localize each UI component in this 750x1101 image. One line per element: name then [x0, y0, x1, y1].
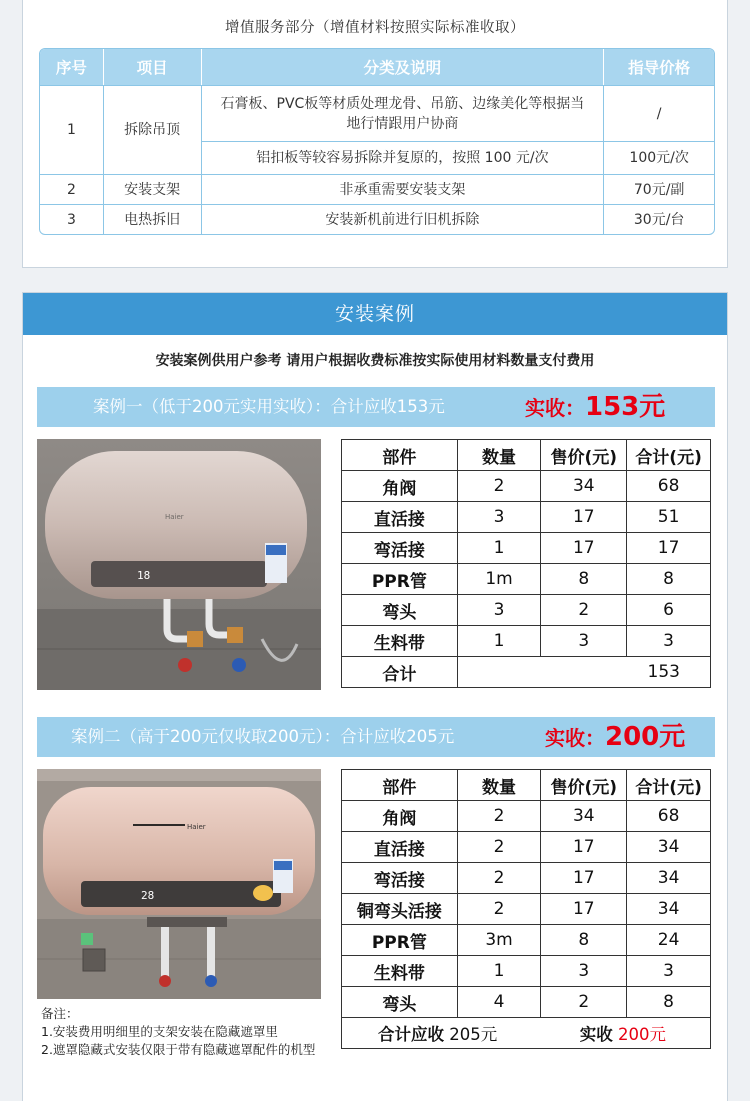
remarks-line-2: 2.遮罩隐藏式安装仅限于带有隐藏遮罩配件的机型	[41, 1042, 316, 1057]
case1-parts-table	[341, 439, 711, 688]
table-row	[342, 533, 711, 564]
part-total: 34	[627, 894, 711, 925]
case2-bar	[37, 717, 715, 757]
part-total: 17	[627, 533, 711, 564]
part-price: 34	[541, 471, 627, 502]
table-row	[342, 626, 711, 657]
part-qty: 4	[457, 987, 541, 1018]
svg-text:Haier: Haier	[165, 513, 184, 521]
case1-actual	[525, 387, 665, 428]
part-qty: 1	[457, 626, 541, 657]
case1-bar	[37, 387, 715, 427]
part-total: 34	[627, 863, 711, 894]
part-qty: 1m	[457, 564, 541, 595]
row-price: 100元/次	[604, 141, 714, 174]
table-row	[40, 204, 714, 234]
case2-summary	[342, 1018, 711, 1049]
row-price: 70元/副	[604, 174, 714, 204]
part-total: 6	[627, 595, 711, 626]
total-label: 合计应收	[378, 1025, 444, 1044]
case2-actual	[545, 717, 685, 758]
case2-parts-table	[341, 769, 711, 1049]
part-total: 24	[627, 925, 711, 956]
case1-table-header	[342, 440, 711, 471]
part-price: 2	[541, 987, 627, 1018]
part-name: 弯头	[342, 987, 458, 1018]
part-qty: 3	[457, 595, 541, 626]
remarks	[41, 1005, 327, 1059]
case1-water-heater-photo	[37, 439, 321, 690]
case1-bar-text: 案例一（低于200元实用实收）：合计应收153元	[93, 397, 445, 416]
row-no: 2	[40, 174, 104, 204]
value-added-service-card	[22, 0, 728, 268]
col-header-desc: 分类及说明	[202, 49, 605, 85]
part-name: 角阀	[342, 801, 458, 832]
table-row	[40, 85, 714, 141]
installation-cases-card	[22, 292, 728, 1101]
part-total: 34	[627, 832, 711, 863]
row-item: 拆除吊顶	[104, 85, 202, 174]
table-row	[342, 801, 711, 832]
total-row	[342, 657, 711, 688]
row-item: 电热拆旧	[104, 204, 202, 234]
table-row	[342, 595, 711, 626]
part-qty: 2	[457, 894, 541, 925]
part-price: 3	[541, 626, 627, 657]
part-qty: 2	[457, 832, 541, 863]
case2-table-header	[342, 770, 711, 801]
col-header-unit-price: 售价(元)	[541, 770, 627, 801]
case2-bar-text: 案例二（高于200元仅收取200元）：合计应收205元	[71, 727, 455, 746]
svg-text:Haier: Haier	[187, 823, 206, 831]
service-table	[39, 48, 715, 235]
part-total: 8	[627, 564, 711, 595]
part-name: 弯活接	[342, 863, 458, 894]
part-price: 3	[541, 956, 627, 987]
col-header-subtotal: 合计(元)	[627, 440, 711, 471]
row-item: 安装支架	[104, 174, 202, 204]
col-header-no: 序号	[40, 49, 104, 85]
total-row	[342, 1018, 711, 1049]
table-row	[342, 894, 711, 925]
table-row	[342, 832, 711, 863]
row-desc: 铝扣板等较容易拆除并复原的，按照 100 元/次	[202, 141, 605, 174]
part-name: 直活接	[342, 502, 458, 533]
col-header-part: 部件	[342, 770, 458, 801]
row-no: 1	[40, 85, 104, 174]
table-row	[342, 502, 711, 533]
part-price: 17	[541, 894, 627, 925]
part-qty: 1	[457, 956, 541, 987]
part-name: 直活接	[342, 832, 458, 863]
col-header-price: 指导价格	[604, 49, 714, 85]
actual-value: 200元	[618, 1025, 666, 1044]
case1-actual-value: 153元	[585, 392, 666, 422]
part-name: 铜弯头活接	[342, 894, 458, 925]
part-qty: 1	[457, 533, 541, 564]
part-price: 17	[541, 533, 627, 564]
part-name: 生料带	[342, 626, 458, 657]
part-name: PPR管	[342, 925, 458, 956]
part-price: 34	[541, 801, 627, 832]
part-total: 3	[627, 956, 711, 987]
service-title: 增值服务部分（增值材料按照实际标准收取）	[225, 20, 525, 36]
part-name: PPR管	[342, 564, 458, 595]
remarks-line-1: 1.安装费用明细里的支架安装在隐藏遮罩里	[41, 1024, 278, 1039]
case2-water-heater-photo	[37, 769, 321, 999]
total-label: 合计	[342, 657, 458, 688]
table-row	[342, 471, 711, 502]
row-desc	[202, 85, 605, 141]
col-header-qty: 数量	[457, 770, 541, 801]
part-name: 弯活接	[342, 533, 458, 564]
svg-text:28: 28	[141, 889, 155, 902]
col-header-part: 部件	[342, 440, 458, 471]
remarks-title: 备注：	[41, 1006, 79, 1021]
col-header-unit-price: 售价(元)	[541, 440, 627, 471]
row-desc: 非承重需要安装支架	[202, 174, 605, 204]
part-price: 17	[541, 832, 627, 863]
part-price: 8	[541, 564, 627, 595]
col-header-item: 项目	[104, 49, 202, 85]
case2-actual-label: 实收：	[545, 726, 605, 750]
part-price: 2	[541, 595, 627, 626]
case1-actual-label: 实收：	[525, 396, 585, 420]
part-total: 3	[627, 626, 711, 657]
part-price: 17	[541, 863, 627, 894]
table-row	[342, 987, 711, 1018]
table-row	[342, 925, 711, 956]
part-total: 68	[627, 471, 711, 502]
row-price: /	[604, 85, 714, 141]
part-total: 68	[627, 801, 711, 832]
case2-actual-value: 200元	[605, 722, 686, 752]
total-value: 205元	[449, 1025, 498, 1044]
actual-label: 实收	[579, 1025, 613, 1044]
part-price: 17	[541, 502, 627, 533]
cases-intro: 安装案例供用户参考 请用户根据收费标准按实际使用材料数量支付费用	[155, 353, 595, 369]
table-row	[342, 956, 711, 987]
part-qty: 3m	[457, 925, 541, 956]
col-header-qty: 数量	[457, 440, 541, 471]
table-row	[40, 174, 714, 204]
part-total: 8	[627, 987, 711, 1018]
row-desc-text: 石膏板、PVC板等材质处理龙骨、吊筋、边缘美化等根据当地行情跟用户协商	[220, 95, 585, 132]
total-value: 153	[457, 657, 710, 688]
part-qty: 2	[457, 863, 541, 894]
col-header-subtotal: 合计(元)	[627, 770, 711, 801]
part-qty: 3	[457, 502, 541, 533]
part-total: 51	[627, 502, 711, 533]
table-row	[342, 564, 711, 595]
part-price: 8	[541, 925, 627, 956]
part-name: 弯头	[342, 595, 458, 626]
cases-header: 安装案例	[23, 293, 727, 335]
service-table-header	[40, 49, 714, 85]
part-name: 角阀	[342, 471, 458, 502]
row-desc: 安装新机前进行旧机拆除	[202, 204, 605, 234]
part-qty: 2	[457, 471, 541, 502]
svg-text:18: 18	[137, 569, 151, 582]
row-price: 30元/台	[604, 204, 714, 234]
row-no: 3	[40, 204, 104, 234]
part-qty: 2	[457, 801, 541, 832]
table-row	[342, 863, 711, 894]
part-name: 生料带	[342, 956, 458, 987]
